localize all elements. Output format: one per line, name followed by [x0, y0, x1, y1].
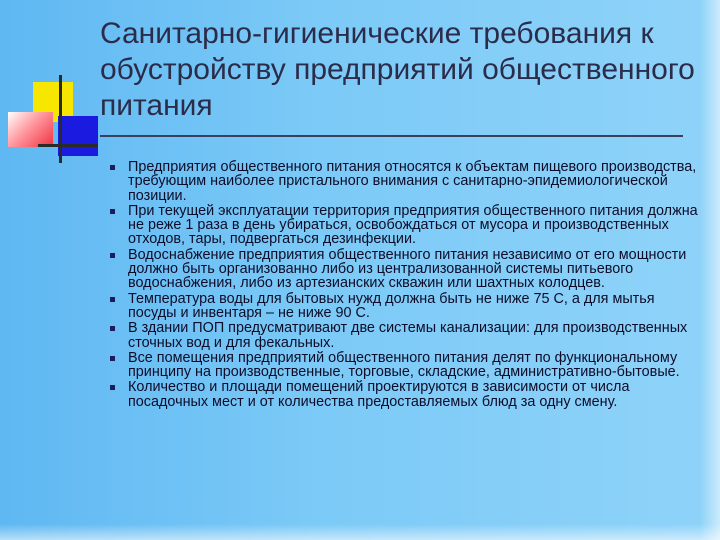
list-item	[110, 160, 700, 203]
square-bullet-icon	[110, 165, 115, 170]
list-item	[110, 204, 700, 247]
bullet-list	[110, 160, 700, 410]
list-item-text: В здании ПОП предусматривают две системы канализации: для производственных сточных вод и для фекальных.	[128, 320, 688, 351]
slide-frame-right	[700, 0, 720, 540]
title-divider	[100, 135, 683, 137]
slide-frame-bottom	[0, 524, 720, 540]
list-item	[110, 351, 700, 380]
list-item	[110, 321, 700, 350]
blue-square	[58, 116, 98, 156]
list-item-text: Количество и площади помещений проектируются в зависимости от числа посадочных мест и от количества предоставляемых блюд за одну смену.	[128, 379, 630, 410]
list-item	[110, 380, 700, 409]
list-item-text: При текущей эксплуатации территория предприятия общественного питания должна не реже 1 раза в день убираться, освобождаться от мусора и производственных отходов, тары, подвергаться дезинфекции.	[128, 202, 698, 248]
list-item-text: Все помещения предприятий общественного питания делят по функциональному принципу на производственные, торговые, складские, административно-бытовые.	[128, 349, 680, 381]
slide-title: Санитарно-гигиенические требования к обустройству предприятий общественного питания	[100, 17, 695, 122]
list-item-text: Водоснабжение предприятия общественного питания независимо от его мощности должно быть организованно либо из централизованной системы питьевого водоснабжения, либо из артезианских скважин или шахтных колодцев.	[128, 246, 687, 292]
list-item	[110, 248, 700, 291]
square-bullet-icon	[110, 385, 115, 390]
square-bullet-icon	[110, 253, 115, 258]
square-bullet-icon	[110, 326, 115, 331]
square-bullet-icon	[110, 209, 115, 214]
list-item-text: Предприятия общественного питания относятся к объектам пищевого производства, требующим наиболее пристального внимания с санитарно-эпидемиологической позиции.	[128, 159, 697, 204]
vertical-line	[59, 75, 62, 163]
square-bullet-icon	[110, 356, 115, 361]
square-bullet-icon	[110, 297, 115, 302]
list-item-text: Температура воды для бытовых нужд должна быть не ниже 75 С, а для мытья посуды и инвентаря – не ниже 90 С.	[128, 290, 655, 321]
horizontal-line	[38, 144, 98, 147]
list-item	[110, 292, 700, 321]
red-square	[8, 112, 53, 147]
